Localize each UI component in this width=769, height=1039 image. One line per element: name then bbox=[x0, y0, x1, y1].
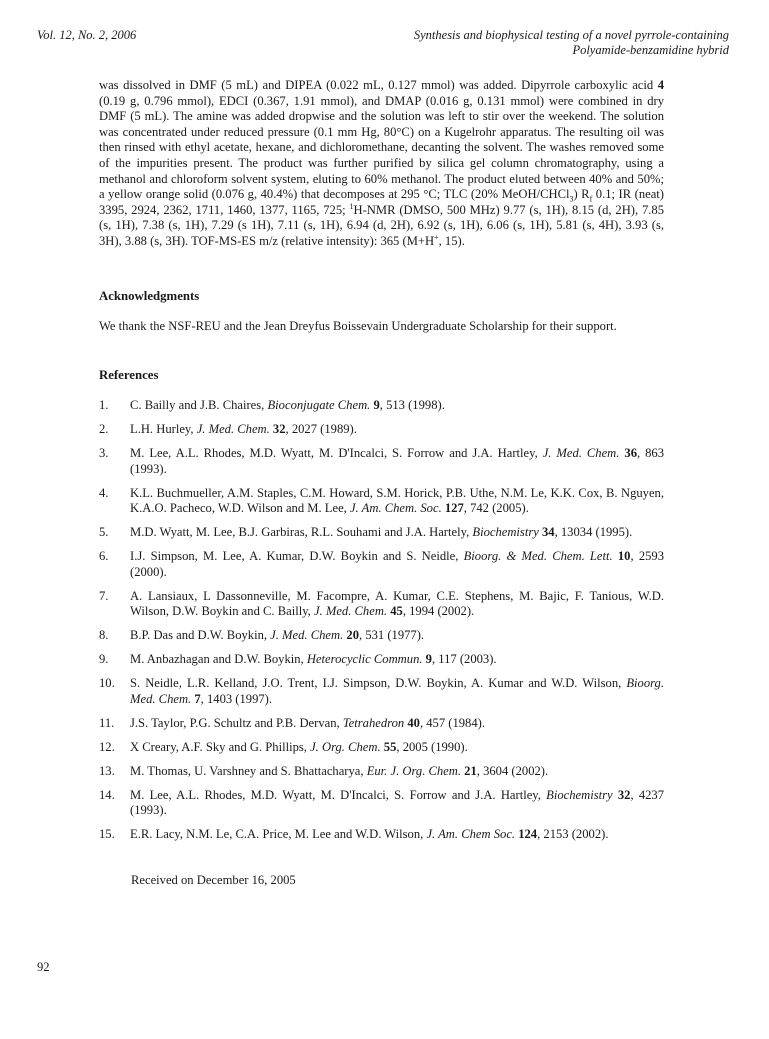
reference-volume: 32 bbox=[612, 787, 631, 802]
exp-text-6: , 15). bbox=[438, 233, 465, 248]
reference-volume: 21 bbox=[461, 763, 477, 778]
reference-item bbox=[99, 716, 664, 732]
running-header-title-line1: Synthesis and biophysical testing of a novel pyrrole-containing bbox=[413, 28, 729, 42]
running-header-volume: Vol. 12, No. 2, 2006 bbox=[37, 28, 137, 42]
reference-citation bbox=[130, 628, 664, 644]
reference-citation bbox=[130, 788, 664, 819]
exp-text-5: H-NMR (DMSO, 500 MHz) 9.77 (s, 1H), 8.15 (d, 2H), 7.85 (s, 1H), 7.38 (s, 1H), 7.29 (s 1H), 7.11 (s, 1H), 6.94 (d, 2H), 6.92 (s, 1H), 6.06 (s, 1H), 5.81 (s, 4H), 3.93 (s, 3H), 3.88 (s, 3H). TOF-MS-ES m/z (relative intensity): 365 (M+H bbox=[99, 202, 664, 248]
superscript-1: 1 bbox=[349, 201, 354, 211]
reference-authors: B.P. Das and D.W. Boykin, bbox=[130, 628, 271, 643]
reference-authors: M. Thomas, U. Varshney and S. Bhattacharya, bbox=[130, 763, 367, 778]
reference-journal: Bioconjugate Chem. bbox=[267, 398, 371, 412]
reference-authors: K.L. Buchmueller, A.M. Staples, C.M. Howard, S.M. Horick, P.B. Uthe, N.M. Le, K.K. Cox, B. Nguyen, K.A.O. Pacheco, W.D. Wilson and M. Lee, bbox=[130, 485, 664, 516]
reference-journal: Heterocyclic Commun. bbox=[306, 652, 423, 667]
subscript-3: 3 bbox=[569, 194, 574, 204]
reference-citation bbox=[130, 764, 664, 780]
superscript-plus: + bbox=[434, 232, 439, 242]
reference-pages-year: , 4237 (1993). bbox=[130, 787, 665, 818]
reference-pages-year: , 742 (2005). bbox=[463, 501, 529, 516]
received-date: Received on December 16, 2005 bbox=[131, 873, 296, 887]
reference-volume: 10 bbox=[612, 549, 631, 564]
running-header-title-line2: Polyamide-benzamidine hybrid bbox=[572, 43, 729, 57]
reference-citation bbox=[130, 740, 664, 756]
reference-number: 9. bbox=[99, 652, 109, 667]
reference-volume: 124 bbox=[515, 827, 538, 842]
reference-authors: C. Bailly and J.B. Chaires, bbox=[130, 398, 268, 412]
reference-pages-year: , 2593 (2000). bbox=[130, 549, 665, 579]
reference-pages-year: , 863 (1993). bbox=[130, 445, 665, 476]
reference-journal: J. Med. Chem. bbox=[270, 628, 344, 643]
reference-pages-year: , 13034 (1995). bbox=[554, 525, 633, 540]
reference-pages-year: , 2005 (1990). bbox=[396, 739, 468, 754]
reference-item bbox=[99, 740, 664, 756]
reference-citation bbox=[130, 827, 664, 843]
reference-journal: J. Med. Chem. bbox=[313, 604, 388, 619]
reference-volume: 36 bbox=[619, 445, 637, 460]
reference-journal: J. Med. Chem. bbox=[196, 421, 270, 436]
reference-journal: Biochemistry bbox=[472, 525, 539, 540]
reference-journal: J. Am. Chem Soc. bbox=[426, 827, 516, 842]
reference-journal: Tetrahedron bbox=[342, 715, 405, 730]
reference-citation bbox=[130, 422, 664, 438]
reference-number: 3. bbox=[99, 445, 109, 460]
reference-authors: M. Anbazhagan and D.W. Boykin, bbox=[130, 652, 307, 667]
reference-number: 15. bbox=[99, 827, 115, 842]
reference-volume: 9 bbox=[370, 398, 380, 412]
reference-authors: M.D. Wyatt, M. Lee, B.J. Garbiras, R.L. Souhami and J.A. Hartely, bbox=[130, 525, 473, 540]
acknowledgments-text: We thank the NSF-REU and the Jean Dreyfus Boissevain Undergraduate Scholarship for their support. bbox=[99, 319, 617, 333]
reference-item bbox=[99, 764, 664, 780]
reference-number: 13. bbox=[99, 763, 115, 778]
acknowledgments-heading: Acknowledgments bbox=[99, 289, 200, 303]
reference-pages-year: , 117 (2003). bbox=[431, 652, 497, 667]
reference-pages-year: , 1403 (1997). bbox=[200, 691, 273, 706]
reference-pages-year: , 457 (1984). bbox=[419, 715, 485, 730]
reference-item bbox=[99, 788, 664, 819]
reference-authors: M. Lee, A.L. Rhodes, M.D. Wyatt, M. D'Incalci, S. Forrow and J.A. Hartley, bbox=[130, 787, 547, 802]
reference-authors: J.S. Taylor, P.G. Schultz and P.B. Dervan, bbox=[130, 715, 343, 730]
running-header-title bbox=[414, 28, 729, 58]
reference-number: 2. bbox=[99, 421, 109, 436]
reference-pages-year: , 3604 (2002). bbox=[476, 763, 549, 778]
reference-item bbox=[99, 549, 664, 580]
reference-journal: Bioorg. Med. Chem. bbox=[130, 676, 664, 706]
reference-citation bbox=[130, 676, 664, 707]
reference-item bbox=[99, 676, 664, 707]
reference-journal: J. Org. Chem. bbox=[310, 739, 381, 754]
reference-volume: 45 bbox=[387, 604, 403, 619]
reference-volume: 32 bbox=[269, 421, 286, 436]
reference-pages-year: , 2027 (1989). bbox=[285, 421, 357, 436]
reference-number: 7. bbox=[99, 588, 109, 603]
reference-authors: L.H. Hurley, bbox=[130, 421, 197, 436]
reference-number: 6. bbox=[99, 549, 109, 564]
reference-volume: 55 bbox=[380, 739, 397, 754]
reference-journal: Biochemistry bbox=[546, 787, 613, 802]
reference-item bbox=[99, 827, 664, 843]
reference-item bbox=[99, 652, 664, 668]
reference-authors: X Creary, A.F. Sky and G. Phillips, bbox=[130, 739, 311, 754]
reference-volume: 127 bbox=[441, 501, 464, 516]
reference-citation bbox=[130, 589, 664, 620]
references-heading: References bbox=[99, 368, 159, 382]
reference-citation bbox=[130, 652, 664, 668]
reference-number: 1. bbox=[99, 398, 109, 412]
experimental-paragraph bbox=[99, 78, 664, 250]
reference-item bbox=[99, 398, 664, 414]
reference-pages-year: , 2153 (2002). bbox=[537, 827, 609, 842]
reference-volume: 7 bbox=[191, 691, 201, 706]
reference-item bbox=[99, 628, 664, 644]
reference-authors: A. Lansiaux, L Dassonneville, M. Facompre, A. Kumar, C.E. Stephens, M. Bajic, F. Tanious, W.D. Wilson, D.W. Boykin and C. Bailly, bbox=[130, 588, 664, 619]
reference-authors: S. Neidle, L.R. Kelland, J.O. Trent, I.J. Simpson, D.W. Boykin, A. Kumar and W.D. Wilson, bbox=[130, 676, 627, 691]
reference-volume: 40 bbox=[404, 715, 420, 730]
reference-number: 12. bbox=[99, 739, 115, 754]
reference-number: 5. bbox=[99, 525, 109, 540]
page-number: 92 bbox=[37, 960, 50, 974]
reference-item bbox=[99, 525, 664, 541]
reference-item bbox=[99, 589, 664, 620]
reference-journal: Eur. J. Org. Chem. bbox=[366, 763, 462, 778]
reference-pages-year: , 531 (1977). bbox=[359, 628, 425, 643]
reference-number: 8. bbox=[99, 628, 109, 643]
reference-citation bbox=[130, 549, 664, 580]
exp-text-2: (0.19 g, 0.796 mmol), EDCI (0.367, 1.91 mmol), and DMAP (0.016 g, 0.131 mmol) were combined in dry DMF (5 mL). The amine was added dropwise and the solution was left to stir over the weekend. The solution was concentrated under reduced pressure (0.1 mm Hg, 80°C) on a Kugelrohr apparatus. The resulting oil was then rinsed with ethyl acetate, hexane, and dichloromethane, decanting the solvent. The washes removed some of the impurities present. The product was further purified by silica gel column chromatography, using a methanol and chloroform solvent system, eluting to 60% methanol. The product eluted between 40% and 50%; a yellow orange solid (0.076 g, 40.4%) that decomposes at 295 °C; TLC (20% MeOH/CHCl bbox=[99, 93, 664, 202]
reference-journal: Bioorg. & Med. Chem. Lett. bbox=[463, 549, 613, 564]
subscript-f: f bbox=[589, 194, 593, 204]
reference-citation bbox=[130, 486, 664, 517]
reference-volume: 20 bbox=[343, 628, 360, 643]
reference-authors: E.R. Lacy, N.M. Le, C.A. Price, M. Lee and W.D. Wilson, bbox=[130, 827, 427, 842]
reference-item bbox=[99, 446, 664, 477]
reference-number: 11. bbox=[99, 715, 115, 730]
reference-citation bbox=[130, 716, 664, 732]
reference-number: 4. bbox=[99, 485, 109, 500]
reference-list bbox=[99, 398, 664, 851]
reference-citation bbox=[130, 398, 664, 414]
reference-authors: M. Lee, A.L. Rhodes, M.D. Wyatt, M. D'Incalci, S. Forrow and J.A. Hartley, bbox=[130, 445, 543, 460]
reference-pages-year: , 513 (1998). bbox=[379, 398, 445, 412]
compound-number: 4 bbox=[657, 78, 664, 92]
exp-text-1: was dissolved in DMF (5 mL) and DIPEA (0.022 mL, 0.127 mmol) was added. Dipyrrole carboxylic acid bbox=[99, 78, 658, 92]
reference-number: 14. bbox=[99, 787, 115, 802]
reference-citation bbox=[130, 525, 664, 541]
reference-journal: J. Am. Chem. Soc. bbox=[349, 501, 442, 516]
reference-number: 10. bbox=[99, 676, 115, 691]
reference-item bbox=[99, 486, 664, 517]
reference-authors: I.J. Simpson, M. Lee, A. Kumar, D.W. Boykin and S. Neidle, bbox=[130, 549, 464, 564]
reference-journal: J. Med. Chem. bbox=[542, 445, 620, 460]
reference-volume: 9 bbox=[422, 652, 432, 667]
exp-text-3: ) R bbox=[573, 187, 590, 202]
reference-volume: 34 bbox=[538, 525, 555, 540]
exp-text-4: 0.1; IR (neat) 3395, 2924, 2362, 1711, 1460, 1377, 1165, 725; bbox=[99, 187, 664, 217]
reference-pages-year: , 1994 (2002). bbox=[402, 604, 475, 619]
reference-citation bbox=[130, 446, 664, 477]
reference-item bbox=[99, 422, 664, 438]
